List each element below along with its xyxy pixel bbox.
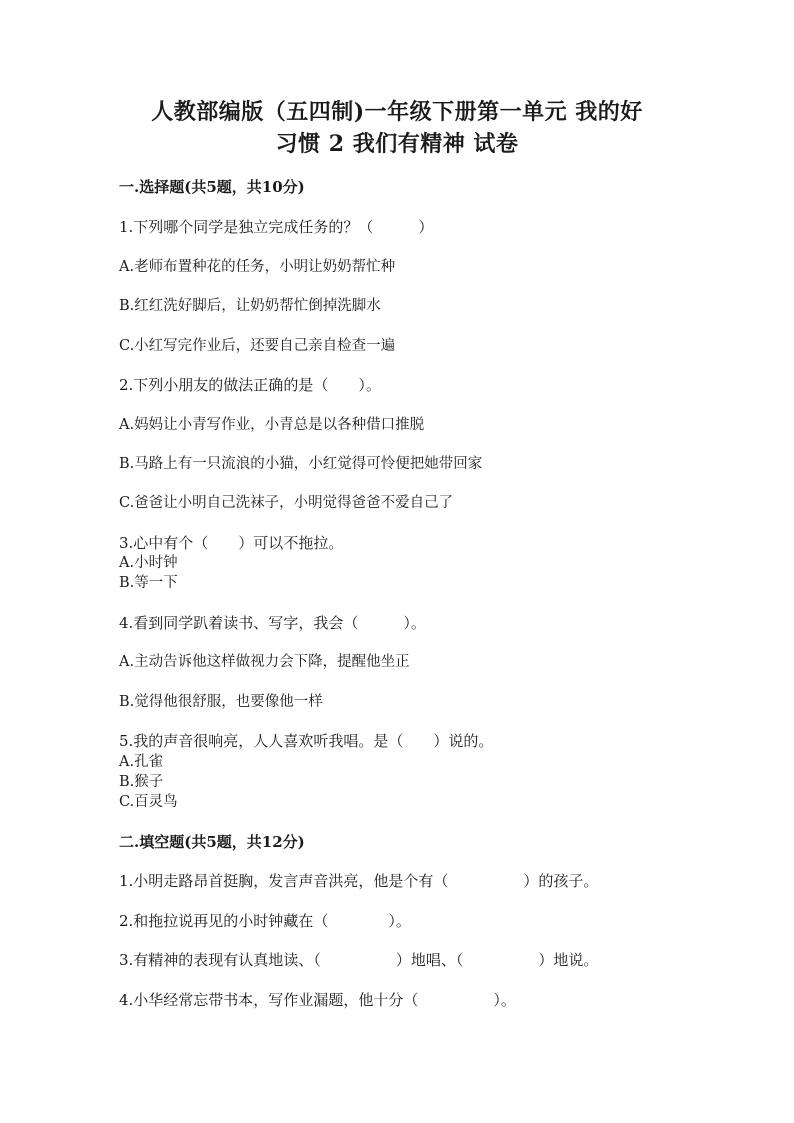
question-option: C.爸爸让小明自己洗袜子，小明觉得爸爸不爱自己了 — [119, 495, 454, 511]
question-option: B.马路上有一只流浪的小猫，小红觉得可怜便把她带回家 — [119, 456, 483, 472]
section-heading-fill-blank: 二.填空题(共5题，共12分) — [119, 833, 305, 851]
question-option: A.老师布置种花的任务，小明让奶奶帮忙种 — [119, 259, 396, 275]
exam-title-line-1: 人教部编版（五四制)一年级下册第一单元 我的好 — [151, 99, 643, 125]
question-option: C.百灵鸟 — [119, 794, 178, 810]
fill-blank-question: 2.和拖拉说再见的小时钟藏在（ ）。 — [119, 912, 411, 930]
question-option: A.妈妈让小青写作业，小青总是以各种借口推脱 — [119, 417, 425, 433]
question-option: A.小时钟 — [119, 555, 178, 571]
fill-blank-question: 4.小华经常忘带书本，写作业漏题，他十分（ ）。 — [119, 991, 516, 1009]
question-option: B.等一下 — [119, 575, 178, 591]
question-option: C.小红写完作业后，还要自己亲自检查一遍 — [119, 338, 396, 354]
question-stem: 2.下列小朋友的做法正确的是（ ）。 — [119, 376, 381, 394]
question-stem: 1.下列哪个同学是独立完成任务的？（ ） — [119, 218, 434, 236]
question-stem: 5.我的声音很响亮，人人喜欢听我唱。是（ ）说的。 — [119, 732, 494, 750]
exam-title-line-2: 习惯 2 我们有精神 试卷 — [275, 131, 519, 157]
question-option: B.猴子 — [119, 774, 164, 790]
question-option: A.孔雀 — [119, 754, 164, 770]
question-option: A.主动告诉他这样做视力会下降，提醒他坐正 — [119, 654, 410, 670]
question-stem: 3.心中有个（ ）可以不拖拉。 — [119, 534, 344, 552]
question-option: B.红红洗好脚后，让奶奶帮忙倒掉洗脚水 — [119, 298, 381, 314]
fill-blank-question: 1.小明走路昂首挺胸，发言声音洪亮，他是个有（ ）的孩子。 — [119, 872, 599, 890]
question-stem: 4.看到同学趴着读书、写字，我会（ ）。 — [119, 614, 426, 632]
section-heading-choice: 一.选择题(共5题，共10分) — [119, 178, 305, 196]
question-option: B.觉得他很舒服，也要像他一样 — [119, 694, 323, 710]
fill-blank-question: 3.有精神的表现有认真地读、（ ）地唱、（ ）地说。 — [119, 951, 599, 969]
